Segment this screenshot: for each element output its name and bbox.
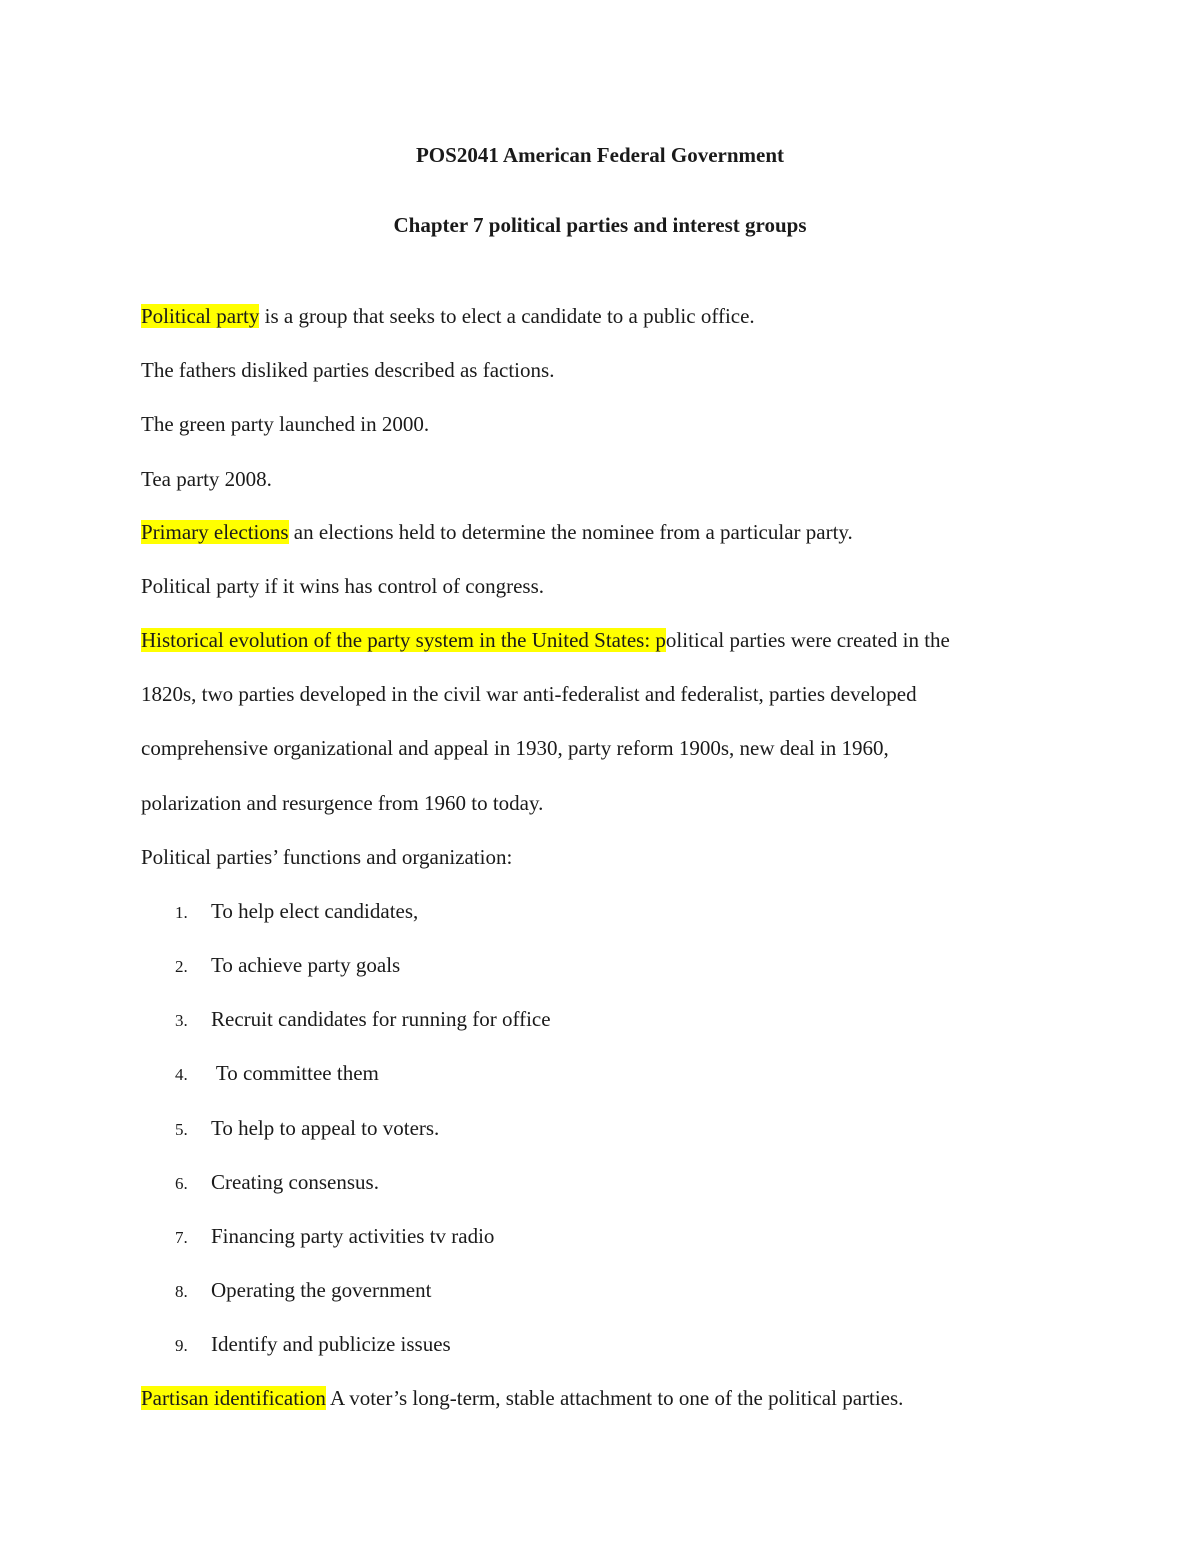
list-item bbox=[175, 952, 400, 980]
paragraph-green-party: The green party launched in 2000. bbox=[141, 412, 430, 436]
list-text: Creating consensus. bbox=[211, 1170, 379, 1194]
paragraph-historical-evolution-line4: polarization and resurgence from 1960 to today. bbox=[141, 791, 544, 815]
list-item bbox=[175, 1223, 494, 1251]
list-number: 1. bbox=[175, 903, 188, 922]
paragraph-fathers: The fathers disliked parties described as factions. bbox=[141, 358, 555, 382]
list-item bbox=[175, 1169, 379, 1197]
list-text: To help elect candidates, bbox=[211, 899, 419, 923]
paragraph-tea-party: Tea party 2008. bbox=[141, 467, 272, 491]
list-text: To committee them bbox=[211, 1061, 379, 1085]
list-text: Financing party activities tv radio bbox=[211, 1224, 495, 1248]
chapter-heading: Chapter 7 political parties and interest groups bbox=[393, 213, 807, 237]
list-number: 7. bbox=[175, 1228, 188, 1247]
list-item bbox=[175, 1115, 439, 1143]
paragraph-historical-evolution-line2: 1820s, two parties developed in the civil war anti-federalist and federalist, parties developed bbox=[141, 682, 917, 706]
paragraph-partisan-identification bbox=[141, 1385, 903, 1411]
paragraph-text: an elections held to determine the nominee from a particular party. bbox=[288, 520, 853, 544]
list-number: 9. bbox=[175, 1336, 188, 1355]
highlighted-term: Political party bbox=[141, 304, 260, 328]
list-item bbox=[175, 1006, 551, 1034]
list-number: 8. bbox=[175, 1282, 188, 1301]
paragraph-primary-elections bbox=[141, 519, 853, 545]
list-number: 5. bbox=[175, 1120, 188, 1139]
paragraph-functions-heading: Political parties’ functions and organization: bbox=[141, 845, 513, 869]
paragraph-control-congress: Political party if it wins has control of congress. bbox=[141, 574, 545, 598]
paragraph-political-party bbox=[141, 303, 755, 329]
list-text: To achieve party goals bbox=[211, 953, 401, 977]
list-text: Operating the government bbox=[211, 1278, 432, 1302]
list-item bbox=[175, 1277, 431, 1305]
highlighted-term: Partisan identification bbox=[141, 1386, 326, 1410]
paragraph-text: is a group that seeks to elect a candidate to a public office. bbox=[259, 304, 755, 328]
list-text: Recruit candidates for running for office bbox=[211, 1007, 551, 1031]
paragraph-historical-evolution-line3: comprehensive organizational and appeal in 1930, party reform 1900s, new deal in 1960, bbox=[141, 736, 889, 760]
paragraph-text: olitical parties were created in the bbox=[665, 628, 950, 652]
document-title: POS2041 American Federal Government bbox=[415, 143, 784, 167]
highlighted-term: Primary elections bbox=[141, 520, 289, 544]
list-text: Identify and publicize issues bbox=[211, 1332, 451, 1356]
list-item bbox=[175, 1331, 451, 1359]
list-number: 3. bbox=[175, 1011, 188, 1030]
list-item bbox=[175, 898, 418, 926]
paragraph-text: A voter’s long-term, stable attachment to one of the political parties. bbox=[325, 1386, 904, 1410]
paragraph-historical-evolution bbox=[141, 627, 950, 653]
list-number: 2. bbox=[175, 957, 188, 976]
list-number: 4. bbox=[175, 1065, 188, 1084]
list-text: To help to appeal to voters. bbox=[211, 1116, 440, 1140]
list-number: 6. bbox=[175, 1174, 188, 1193]
highlighted-term: Historical evolution of the party system in the United States: p bbox=[141, 628, 666, 652]
list-item bbox=[175, 1060, 379, 1088]
